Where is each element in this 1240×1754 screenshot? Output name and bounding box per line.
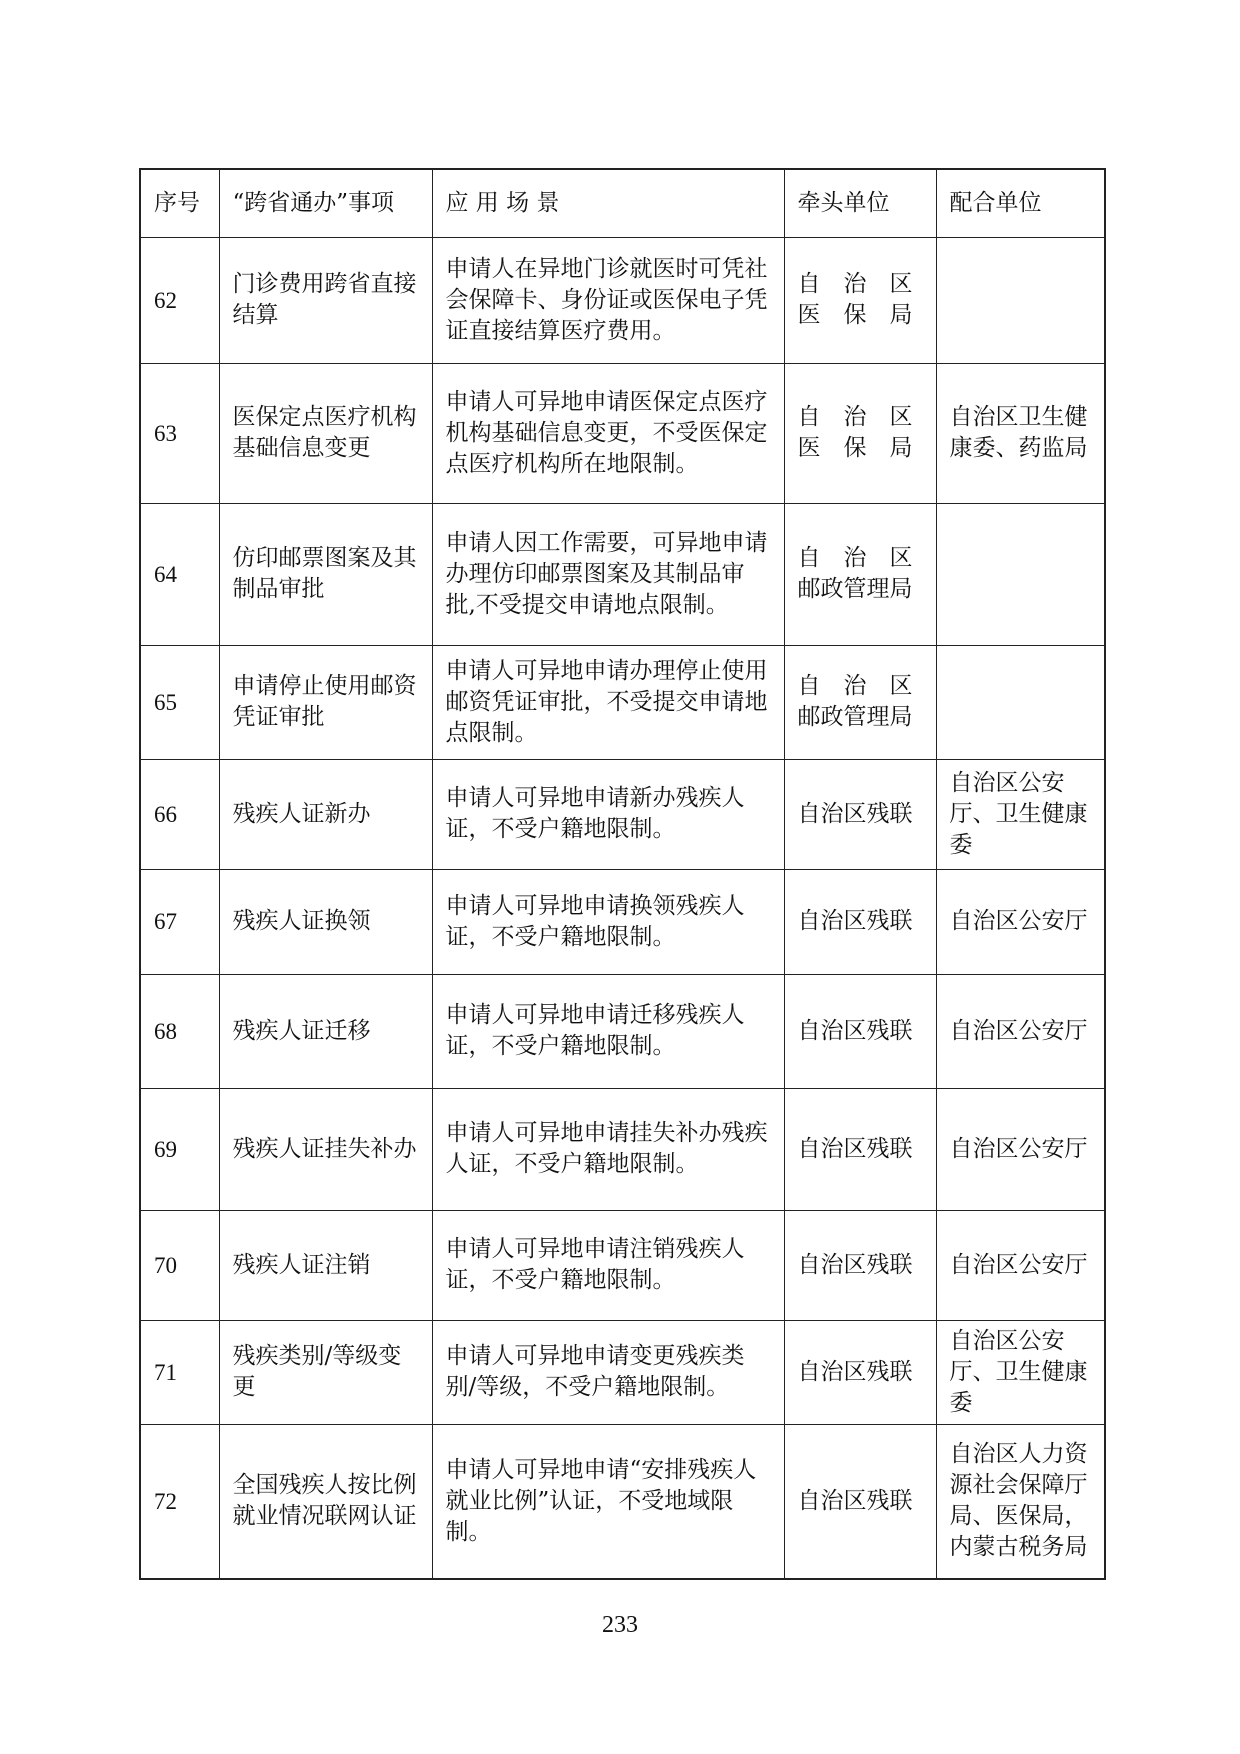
row-scene: 申请人可异地申请办理停止使用邮资凭证审批，不受提交申请地点限制。 [432,645,784,759]
lead-unit-line: 自治区残联 [797,1017,913,1044]
table-row [140,237,1105,363]
lead-unit-line: 自 治 区 [797,673,913,699]
row-lead-unit [784,645,936,759]
row-seq: 68 [140,974,219,1088]
row-seq: 67 [140,869,219,974]
row-seq: 71 [140,1320,219,1424]
table-row [140,503,1105,645]
table-row [140,363,1105,503]
row-coop-unit: 自治区公安厅、卫生健康委 [936,759,1105,869]
row-lead-unit [784,1424,936,1579]
lead-unit-line: 自治区残联 [797,1135,913,1162]
row-seq: 70 [140,1210,219,1320]
row-lead-unit [784,503,936,645]
row-seq: 72 [140,1424,219,1579]
row-item: 门诊费用跨省直接结算 [219,237,432,363]
row-lead-unit [784,363,936,503]
lead-unit-line: 自治区残联 [797,1487,913,1514]
row-lead-unit [784,1320,936,1424]
lead-unit-line: 自 治 区 [797,271,913,297]
row-coop-unit: 自治区公安厅、卫生健康委 [936,1320,1105,1424]
lead-unit-line: 医 保 局 [797,302,913,328]
row-coop-unit [936,645,1105,759]
row-lead-unit [784,237,936,363]
row-scene: 申请人可异地申请迁移残疾人证，不受户籍地限制。 [432,974,784,1088]
row-item: 残疾人证迁移 [219,974,432,1088]
row-seq: 66 [140,759,219,869]
row-item: 申请停止使用邮资凭证审批 [219,645,432,759]
row-seq: 64 [140,503,219,645]
row-scene: 申请人在异地门诊就医时可凭社会保障卡、身份证或医保电子凭证直接结算医疗费用。 [432,237,784,363]
row-coop-unit: 自治区人力资源社会保障厅局、医保局，内蒙古税务局 [936,1424,1105,1579]
row-coop-unit: 自治区公安厅 [936,974,1105,1088]
row-coop-unit [936,503,1105,645]
table-row [140,1088,1105,1210]
table-row [140,1210,1105,1320]
row-lead-unit [784,1088,936,1210]
row-lead-unit [784,759,936,869]
table-header-row [140,169,1105,237]
row-scene: 申请人可异地申请新办残疾人证，不受户籍地限制。 [432,759,784,869]
row-scene: 申请人可异地申请挂失补办残疾人证，不受户籍地限制。 [432,1088,784,1210]
row-coop-unit: 自治区公安厅 [936,1088,1105,1210]
table-row [140,1320,1105,1424]
row-item: 残疾人证挂失补办 [219,1088,432,1210]
lead-unit-line: 自治区残联 [797,908,913,934]
lead-unit-line: 自治区残联 [797,1358,913,1385]
lead-unit-line: 自治区残联 [797,1251,913,1278]
header-item: “跨省通办”事项 [219,169,432,237]
row-item: 残疾人证注销 [219,1210,432,1320]
row-scene: 申请人因工作需要，可异地申请办理仿印邮票图案及其制品审批,不受提交申请地点限制。 [432,503,784,645]
row-lead-unit [784,869,936,974]
row-coop-unit: 自治区卫生健康委、药监局 [936,363,1105,503]
row-lead-unit [784,1210,936,1320]
row-item: 残疾人证换领 [219,869,432,974]
row-seq: 63 [140,363,219,503]
row-item: 仿印邮票图案及其制品审批 [219,503,432,645]
row-seq: 65 [140,645,219,759]
header-seq: 序号 [140,169,219,237]
row-seq: 69 [140,1088,219,1210]
row-scene: 申请人可异地申请“安排残疾人就业比例”认证，不受地域限制。 [432,1424,784,1579]
row-item: 医保定点医疗机构基础信息变更 [219,363,432,503]
table-row [140,974,1105,1088]
row-scene: 申请人可异地申请医保定点医疗机构基础信息变更，不受医保定点医疗机构所在地限制。 [432,363,784,503]
lead-unit-line: 自 治 区 [797,545,913,571]
row-seq: 62 [140,237,219,363]
lead-unit-line: 邮政管理局 [797,576,913,602]
row-item: 残疾人证新办 [219,759,432,869]
page-number: 233 [602,1612,638,1638]
table-row [140,869,1105,974]
table-row [140,1424,1105,1579]
row-coop-unit: 自治区公安厅 [936,869,1105,974]
row-scene: 申请人可异地申请变更残疾类别/等级，不受户籍地限制。 [432,1320,784,1424]
row-coop-unit: 自治区公安厅 [936,1210,1105,1320]
header-lead: 牵头单位 [784,169,936,237]
row-item: 全国残疾人按比例就业情况联网认证 [219,1424,432,1579]
row-lead-unit [784,974,936,1088]
lead-unit-line: 邮政管理局 [797,704,913,730]
table-body [140,237,1105,1579]
row-coop-unit [936,237,1105,363]
row-scene: 申请人可异地申请注销残疾人证，不受户籍地限制。 [432,1210,784,1320]
table-row [140,645,1105,759]
table-row [140,759,1105,869]
header-scene: 应 用 场 景 [432,169,784,237]
items-table [139,168,1106,1580]
lead-unit-line: 自治区残联 [797,800,913,827]
row-item: 残疾类别/等级变更 [219,1320,432,1424]
lead-unit-line: 自 治 区 [797,404,913,430]
header-coop: 配合单位 [936,169,1105,237]
row-scene: 申请人可异地申请换领残疾人证，不受户籍地限制。 [432,869,784,974]
lead-unit-line: 医 保 局 [797,435,913,461]
